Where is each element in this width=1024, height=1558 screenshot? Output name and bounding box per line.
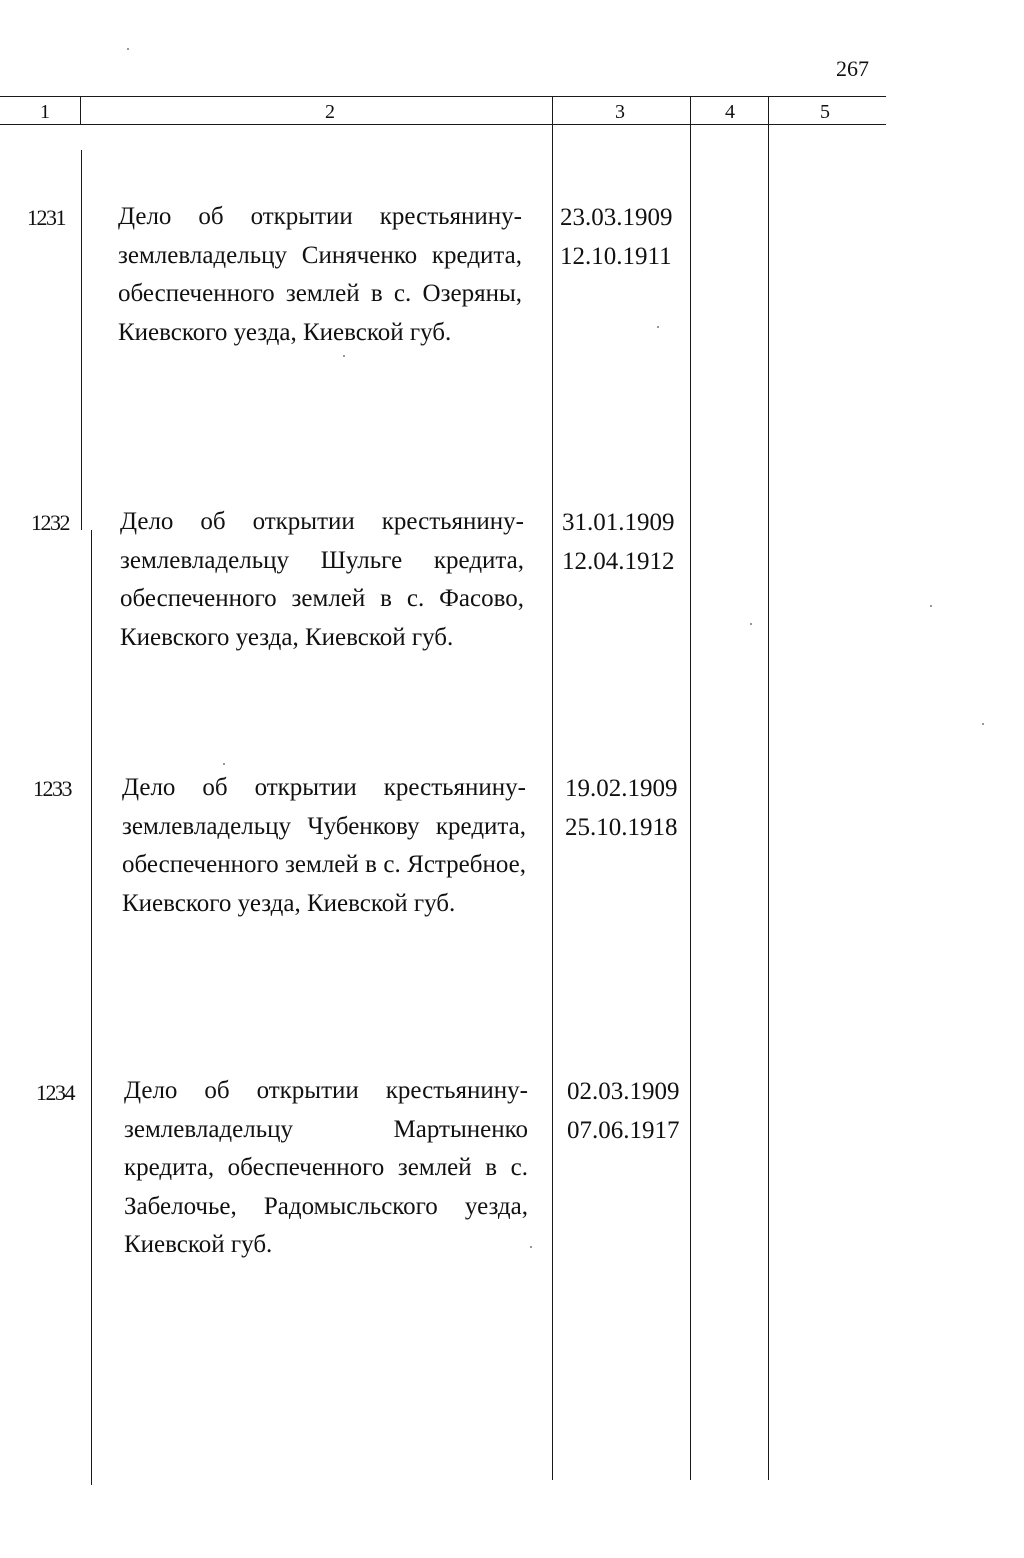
- column-header-1: 1: [40, 101, 50, 123]
- record-dates: [560, 198, 673, 276]
- scan-speck: [657, 326, 659, 328]
- column-divider-4: [768, 97, 769, 1480]
- table-top-rule: [0, 96, 886, 97]
- column-divider-3: [690, 97, 691, 1480]
- number-column-rule-lower: [91, 530, 92, 1485]
- record-dates: [562, 503, 675, 581]
- record-start-date: 31.01.1909: [562, 509, 675, 536]
- record-end-date: 07.06.1917: [567, 1117, 680, 1144]
- record-start-date: 19.02.1909: [565, 775, 678, 802]
- record-title: Дело об открытии крестьянину-землевладельцу Мартыненко кредита, обеспеченного землей в с. Забелочье, Радомысльского уезда, Киевской губ.: [124, 1077, 528, 1258]
- record-title: Дело об открытии крестьянину-землевладельцу Чубенкову кредита, обеспеченного землей в с. Ястребное, Киевского уезда, Киевской губ.: [122, 774, 526, 917]
- record-number: 1233: [33, 776, 71, 801]
- record-dates: [565, 769, 678, 847]
- record-title: Дело об открытии крестьянину-землевладельцу Шульге кредита, обеспеченного землей в с. Фасово, Киевского уезда, Киевской губ.: [120, 508, 524, 651]
- column-header-4: 4: [725, 101, 735, 123]
- record-start-date: 23.03.1909: [560, 204, 673, 231]
- scan-speck: [223, 763, 225, 765]
- record-end-date: 12.10.1911: [560, 243, 672, 270]
- record-number: 1231: [27, 205, 65, 230]
- record-dates: [567, 1072, 680, 1150]
- record-end-date: 25.10.1918: [565, 814, 678, 841]
- record-end-date: 12.04.1912: [562, 548, 675, 575]
- table-header-rule: [0, 124, 886, 125]
- record-number: 1232: [31, 510, 69, 535]
- column-header-2: 2: [325, 101, 335, 123]
- column-divider-2: [552, 97, 553, 1480]
- record-number: 1234: [36, 1080, 74, 1105]
- page-number: 267: [836, 56, 869, 81]
- scan-speck: [930, 605, 932, 607]
- scan-speck: [127, 48, 129, 50]
- record-start-date: 02.03.1909: [567, 1078, 680, 1105]
- column-divider-1: [80, 97, 81, 125]
- column-header-3: 3: [615, 101, 625, 123]
- number-column-rule-upper: [81, 150, 82, 530]
- column-header-5: 5: [820, 101, 830, 123]
- scan-speck: [982, 723, 984, 725]
- scan-speck: [343, 355, 345, 357]
- scan-speck: [750, 623, 752, 625]
- scan-speck: [530, 1246, 532, 1248]
- record-title: Дело об открытии крестьянину-землевладельцу Синяченко кредита, обеспеченного землей в с. Озеряны, Киевского уезда, Киевской губ.: [118, 203, 522, 346]
